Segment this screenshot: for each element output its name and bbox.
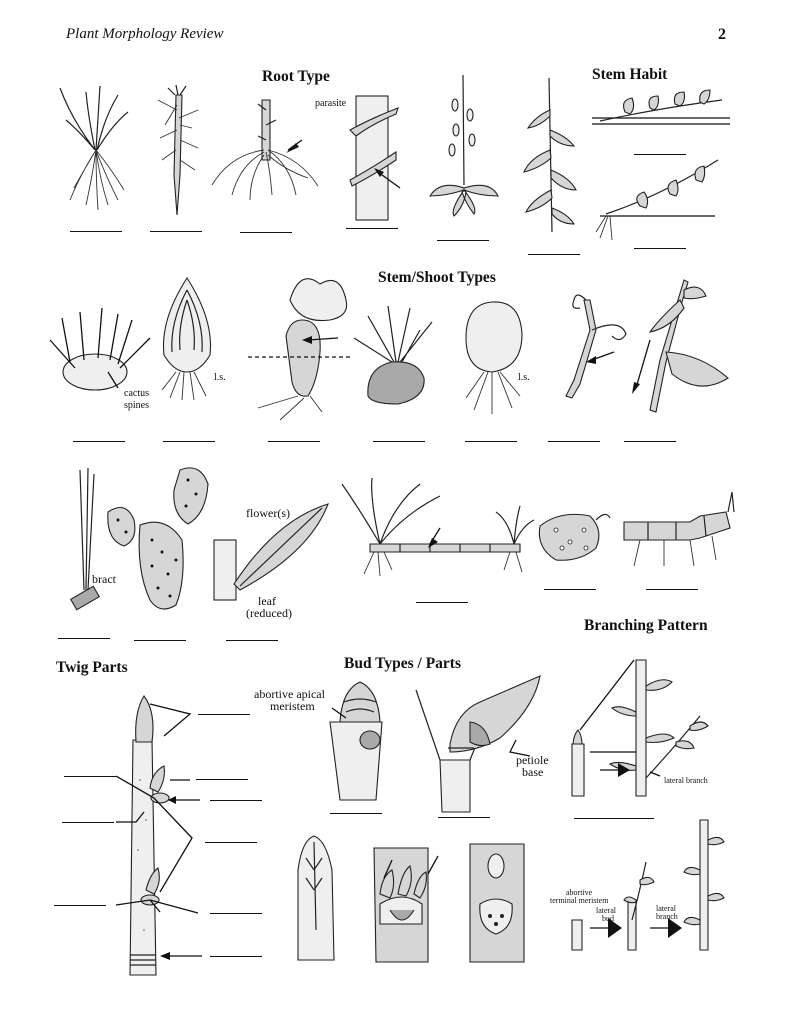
- parasitic-root-illustration: [350, 96, 400, 220]
- bud-scar-illustration: [374, 848, 438, 962]
- grass-fibrous-root-illustration: [60, 86, 128, 210]
- cactus-spines-illustration: [50, 308, 150, 390]
- label-bract: bract: [92, 572, 116, 586]
- twig-leader-lines: [116, 704, 202, 960]
- answer-blank[interactable]: [416, 602, 468, 603]
- bulb-rounded-section-illustration: [466, 302, 522, 414]
- stolon-rhizome-illustration: [624, 492, 734, 566]
- terminal-bud-illustration: [330, 682, 382, 800]
- answer-blank[interactable]: [634, 248, 686, 249]
- answer-blank[interactable]: [64, 776, 116, 777]
- answer-blank[interactable]: [373, 441, 425, 442]
- section-stem-shoot-types: Stem/Shoot Types: [378, 269, 496, 286]
- creeping-stem-habit-illustrations: [592, 90, 730, 240]
- answer-blank[interactable]: [346, 228, 398, 229]
- label-petiole: petiole: [516, 753, 549, 767]
- tuber-potato-illustration: [539, 514, 610, 560]
- page-number: 2: [718, 26, 726, 43]
- label-lateral-branch-1: lateral: [656, 904, 676, 913]
- answer-blank[interactable]: [437, 240, 489, 241]
- answer-blank[interactable]: [465, 441, 517, 442]
- answer-blank[interactable]: [438, 817, 490, 818]
- answer-blank[interactable]: [62, 822, 114, 823]
- document-title: Plant Morphology Review: [66, 26, 224, 42]
- section-stem-habit: Stem Habit: [592, 66, 668, 83]
- label-base: base: [522, 765, 544, 779]
- answer-blank[interactable]: [198, 714, 250, 715]
- answer-blank[interactable]: [226, 640, 278, 641]
- answer-blank[interactable]: [73, 441, 125, 442]
- label-leaf: leaf: [258, 594, 276, 608]
- rhizome-illustration: [342, 478, 534, 576]
- axillary-bud-petiole-illustration: [416, 676, 540, 812]
- branching-pattern-bottom-illustration: [572, 820, 724, 950]
- rosette-stem-habit-illustration: [430, 75, 498, 216]
- prickly-pear-cactus-illustration: [108, 468, 208, 609]
- section-root-type: Root Type: [262, 68, 330, 85]
- answer-blank[interactable]: [205, 842, 257, 843]
- answer-blank[interactable]: [70, 231, 122, 232]
- section-twig-parts: Twig Parts: [56, 659, 128, 676]
- tendril-stem-illustration: [566, 295, 626, 398]
- answer-blank[interactable]: [58, 638, 110, 639]
- answer-blank[interactable]: [574, 818, 654, 819]
- taproot-illustration: [158, 85, 198, 215]
- label-abortive-apical: abortive apical: [254, 687, 325, 701]
- answer-blank[interactable]: [150, 231, 202, 232]
- label-lateral-branch-2: branch: [656, 912, 678, 921]
- answer-blank[interactable]: [268, 441, 320, 442]
- label-parasite: parasite: [315, 98, 347, 109]
- answer-blank[interactable]: [210, 800, 262, 801]
- bud-longitudinal-section-illustration: [298, 836, 334, 960]
- label-spines: spines: [124, 400, 149, 411]
- label-ls-bulb: l.s.: [214, 372, 226, 383]
- bract-cladode-illustration: [71, 468, 100, 610]
- answer-blank[interactable]: [528, 254, 580, 255]
- answer-blank[interactable]: [210, 913, 262, 914]
- label-lateral-branch-top: lateral branch: [664, 776, 708, 785]
- answer-blank[interactable]: [134, 640, 186, 641]
- thorn-stem-illustration: [632, 280, 728, 412]
- answer-blank[interactable]: [163, 441, 215, 442]
- label-cactus: cactus: [124, 388, 149, 399]
- label-terminal-meristem: terminal meristem: [550, 896, 609, 905]
- label-leaf-reduced: (reduced): [246, 606, 292, 620]
- answer-blank[interactable]: [196, 779, 248, 780]
- answer-blank[interactable]: [210, 956, 262, 957]
- answer-blank[interactable]: [330, 813, 382, 814]
- bulb-section-illustration: [162, 278, 211, 400]
- section-bud-types-parts: Bud Types / Parts: [344, 655, 461, 672]
- answer-blank[interactable]: [634, 154, 686, 155]
- leaf-scar-bud-illustration: [470, 844, 524, 962]
- label-abortive: abortive: [566, 888, 593, 897]
- label-lateral-bud-1: lateral: [596, 906, 616, 915]
- answer-blank[interactable]: [624, 441, 676, 442]
- label-flowers: flower(s): [246, 506, 290, 520]
- twig-illustration: [130, 696, 169, 975]
- answer-blank[interactable]: [646, 589, 698, 590]
- section-branching-pattern: Branching Pattern: [584, 617, 708, 634]
- corm-illustration: [354, 306, 432, 404]
- prop-root-illustration: [212, 100, 318, 200]
- label-lateral-bud-2: bud: [602, 914, 614, 923]
- tuber-illustration: [248, 279, 352, 420]
- answer-blank[interactable]: [54, 905, 106, 906]
- answer-blank[interactable]: [548, 441, 600, 442]
- label-ls-corm: l.s.: [518, 372, 530, 383]
- upright-stem-habit-illustration: [524, 78, 576, 232]
- label-meristem: meristem: [270, 699, 315, 713]
- answer-blank[interactable]: [240, 232, 292, 233]
- answer-blank[interactable]: [544, 589, 596, 590]
